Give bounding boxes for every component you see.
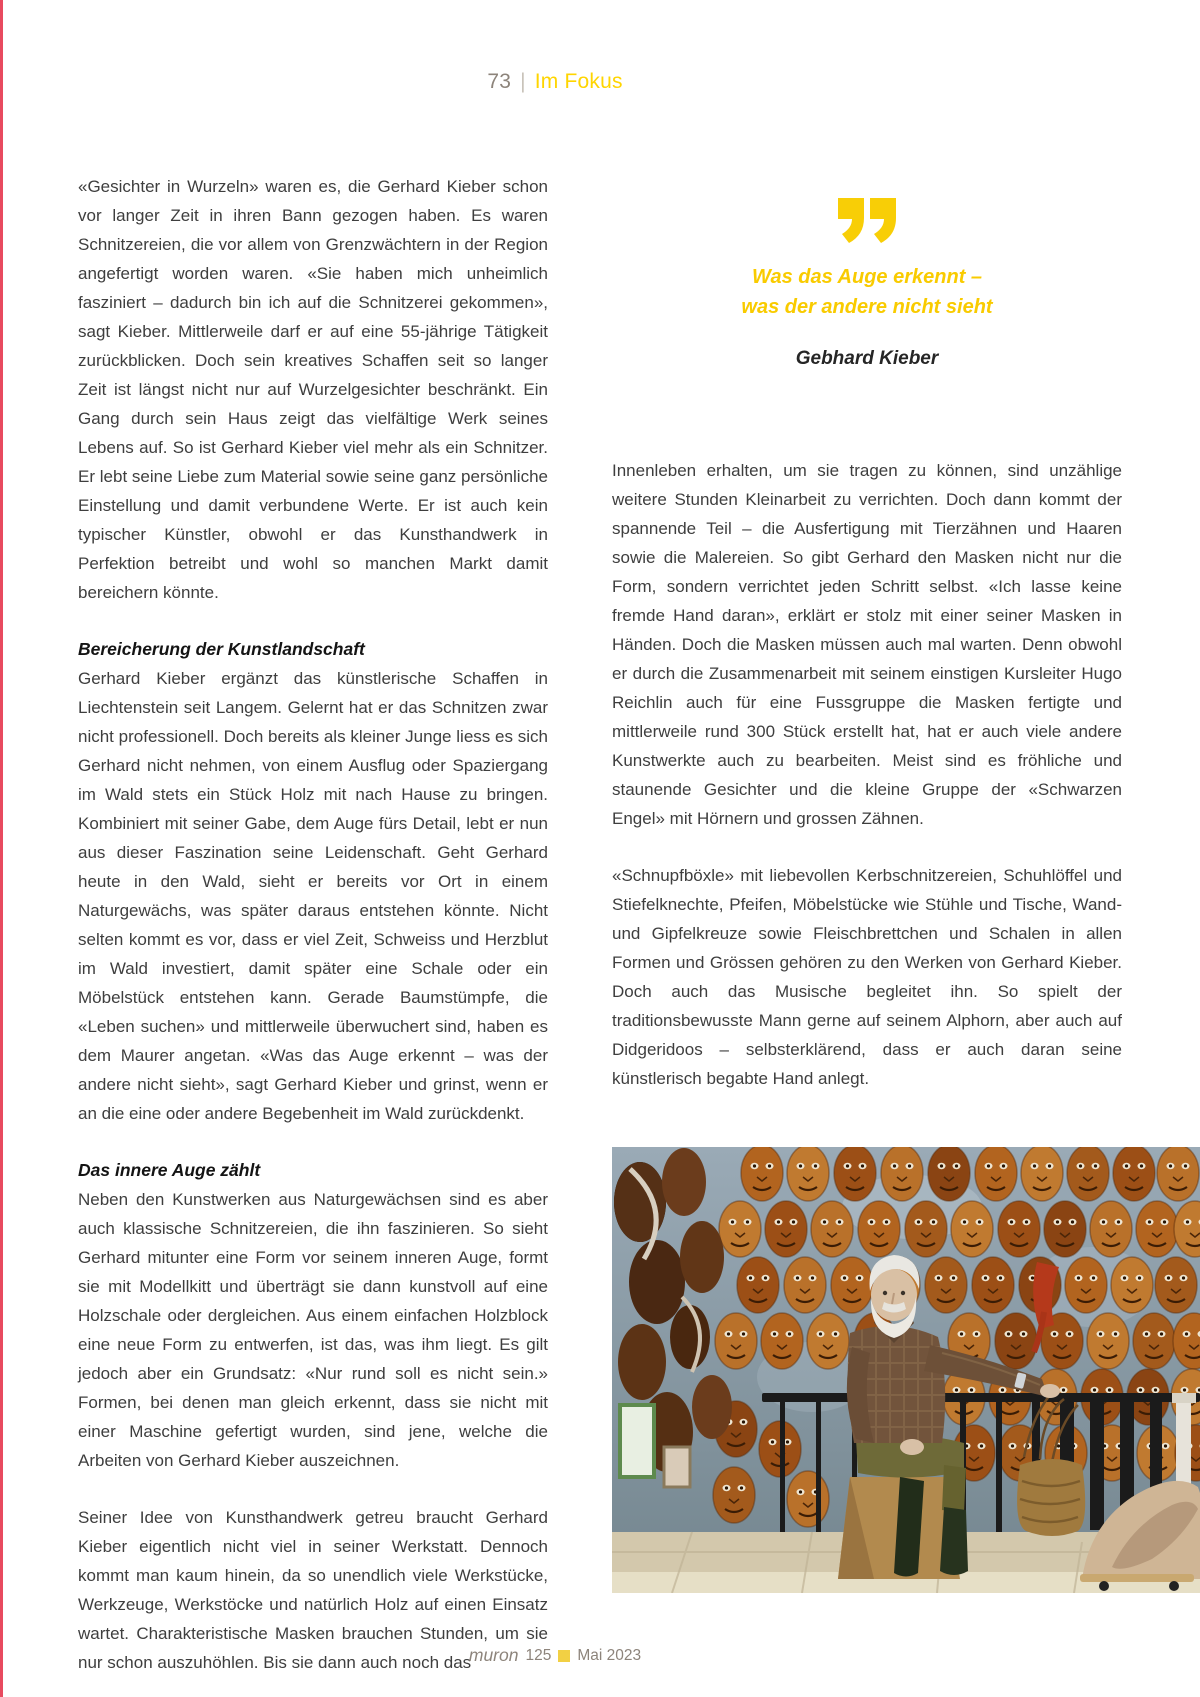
intro-paragraph: «Gesichter in Wurzeln» waren es, die Gerhard Kieber schon vor langer Zeit in ihren Bann gezogen haben. Es waren Schnitzereien, die vor allem von Grenzwächtern in der Region angefertigt worden waren. «Sie haben mich unheimlich fasziniert – dadurch bin ich auf die Schnitzerei gekommen», sagt Kieber. Mittlerweile darf er auf eine 55-jährige Tätigkeit zurückblicken. Doch sein kreatives Schaffen seit so langer Zeit ist längst nicht nur auf Wurzelgesichter beschränkt. Ein Gang durch sein Haus zeigt das vielfältige Werk seines Lebens auf. So ist Gerhard Kieber viel mehr als ein Schnitzer. Er lebt seine Liebe zum Material sowie seine ganz persönliche Einstellung und damit verbundene Werte. Er ist auch kein typischer Künstler, obwohl er das Kunsthandwerk in Perfektion betreibt und wohl so manchen Markt damit bereichern könnte.	[78, 177, 548, 602]
quote-line-1: Was das Auge erkennt –	[751, 266, 983, 288]
photo-picture-frame	[620, 1405, 654, 1477]
page-header	[0, 70, 1110, 94]
paragraph-inneres-auge: Neben den Kunstwerken aus Naturgewächsen sind es aber auch klassische Schnitzereien, die ihn faszinieren. So sieht Gerhard mitunter eine Form vor seinem inneren Auge, formt sie mit Modellkitt und überträgt sie dann kunstvoll auf eine Holzschale oder dergleichen. Aus einem einfachen Holzblock eine neue Form zu entwerfen, ist das, was ihm liegt. Es gilt jedoch aber ein Grundsatz: «Nur rund soll es nicht sein.» Formen, bei denen man gleich erkennt, dass sie nicht mit einer Maschine gefertigt wurden, sind jene, welche die Arbeiten von Gerhard Kieber auszeichnen.	[78, 1190, 548, 1470]
paragraph-werkstatt: Seiner Idee von Kunsthandwerk getreu braucht Gerhard Kieber eigentlich nicht viel in seiner Werkstatt. Dennoch kommt man kaum hinein, da so unendlich viele Werkstücke, Werkzeuge, Werkstöcke und natürlich Holz auf einen Einsatz wartet. Charakteristische Masken brauchen Stunden, um sie nur schon auszuhöhlen. Bis sie dann auch noch das	[78, 1508, 548, 1672]
section-title: Im Fokus	[534, 70, 623, 93]
page-edge-accent-line	[0, 0, 3, 1697]
issue-date: Mai 2023	[577, 1646, 642, 1664]
page-footer	[0, 1645, 1110, 1666]
quote-attribution: Gebhard Kieber	[795, 348, 939, 369]
subheading-bereicherung: Bereicherung der Kunstlandschaft	[78, 639, 365, 659]
subheading-inneres-auge: Das innere Auge zählt	[78, 1160, 261, 1180]
mask-wall-photo	[612, 1147, 1200, 1593]
page-number: 73	[487, 70, 512, 93]
paragraph-masken: Innenleben erhalten, um sie tragen zu können, sind unzählige weitere Stunden Kleinarbeit zu verrichten. Doch dann kommt der spannende Teil – die Ausfertigung mit Tierzähnen und Haaren sowie die Malereien. So gibt Gerhard den Masken nicht nur die Form, sondern verrichtet jeden Schritt selbst. «Ich lasse keine fremde Hand daran», erklärt er stolz mit einer seiner Masken in Händen. Doch die Masken müssen auch mal warten. Denn obwohl er durch die Zusammenarbeit mit seinem einstigen Kursleiter Hugo Reichlin auch für eine Fussgruppe die Masken fertigte und mittlerweile rund 300 Stück erstellt hat, hat er auch viele andere Kunstwerkte auch zu bearbeiten. Meist sind es fröhliche und staunende Gesichter und die kleine Gruppe der «Schwarzen Engel» mit Hörnern und grossen Zähnen.	[612, 461, 1122, 828]
pull-quote-block	[612, 172, 1122, 372]
header-separator: |	[520, 70, 526, 93]
paragraph-schnupfboexle: «Schnupfböxle» mit liebevollen Kerbschnitzereien, Schuhlöffel und Stiefelknechte, Pfeifen, Möbelstücke wie Stühle und Tische, Wand- und Gipfelkreuze sowie Fleischbrettchen und Schalen in allen Formen und Grössen gehören zu den Werken von Gerhard Kieber. Doch auch das Musische begleitet ihn. So spielt der traditionsbewusste Mann gerne auf seinem Alphorn, aber auch auf Didgeridoos – selbsterklärend, dass er auch daran seine künstlerisch begabte Hand anlegt.	[612, 866, 1122, 1088]
paragraph-kunstlandschaft: Gerhard Kieber ergänzt das künstlerische Schaffen in Liechtenstein seit Langem. Gelernt hat er das Schnitzen zwar nicht professionell. Doch bereits als kleiner Junge liess es sich Gerhard nicht nehmen, von einem Ausflug oder Spaziergang im Wald stets ein Stück Holz mit nach Hause zu bringen. Kombiniert mit seiner Gabe, dem Auge fürs Detail, lebt er nun aus dieser Faszination seine Leidenschaft. Geht Gerhard heute in den Wald, sieht er bereits vor Ort in einem Naturgewächs, was später daraus entstehen könnte. Nicht selten kommt es vor, dass er viel Zeit, Schweiss und Herzblut im Wald investiert, damit später eine Schale oder ein Möbelstück entstehen kann. Gerade Baumstümpfe, die «Leben suchen» und mittlerweile überwuchert sind, haben es dem Maurer angetan. «Was das Auge erkennt – was der andere nicht sieht», sagt Gerhard Kieber und grinst, wenn er an die eine oder andere Begebenheit im Wald zurückdenkt.	[78, 669, 548, 1123]
footer-square-icon	[558, 1650, 570, 1662]
closing-double-quote-icon	[838, 198, 896, 244]
quote-line-2: was der andere nicht sieht	[741, 296, 993, 318]
magazine-name: muron	[468, 1645, 519, 1665]
issue-number: 125	[525, 1646, 552, 1664]
left-column	[78, 172, 548, 1677]
